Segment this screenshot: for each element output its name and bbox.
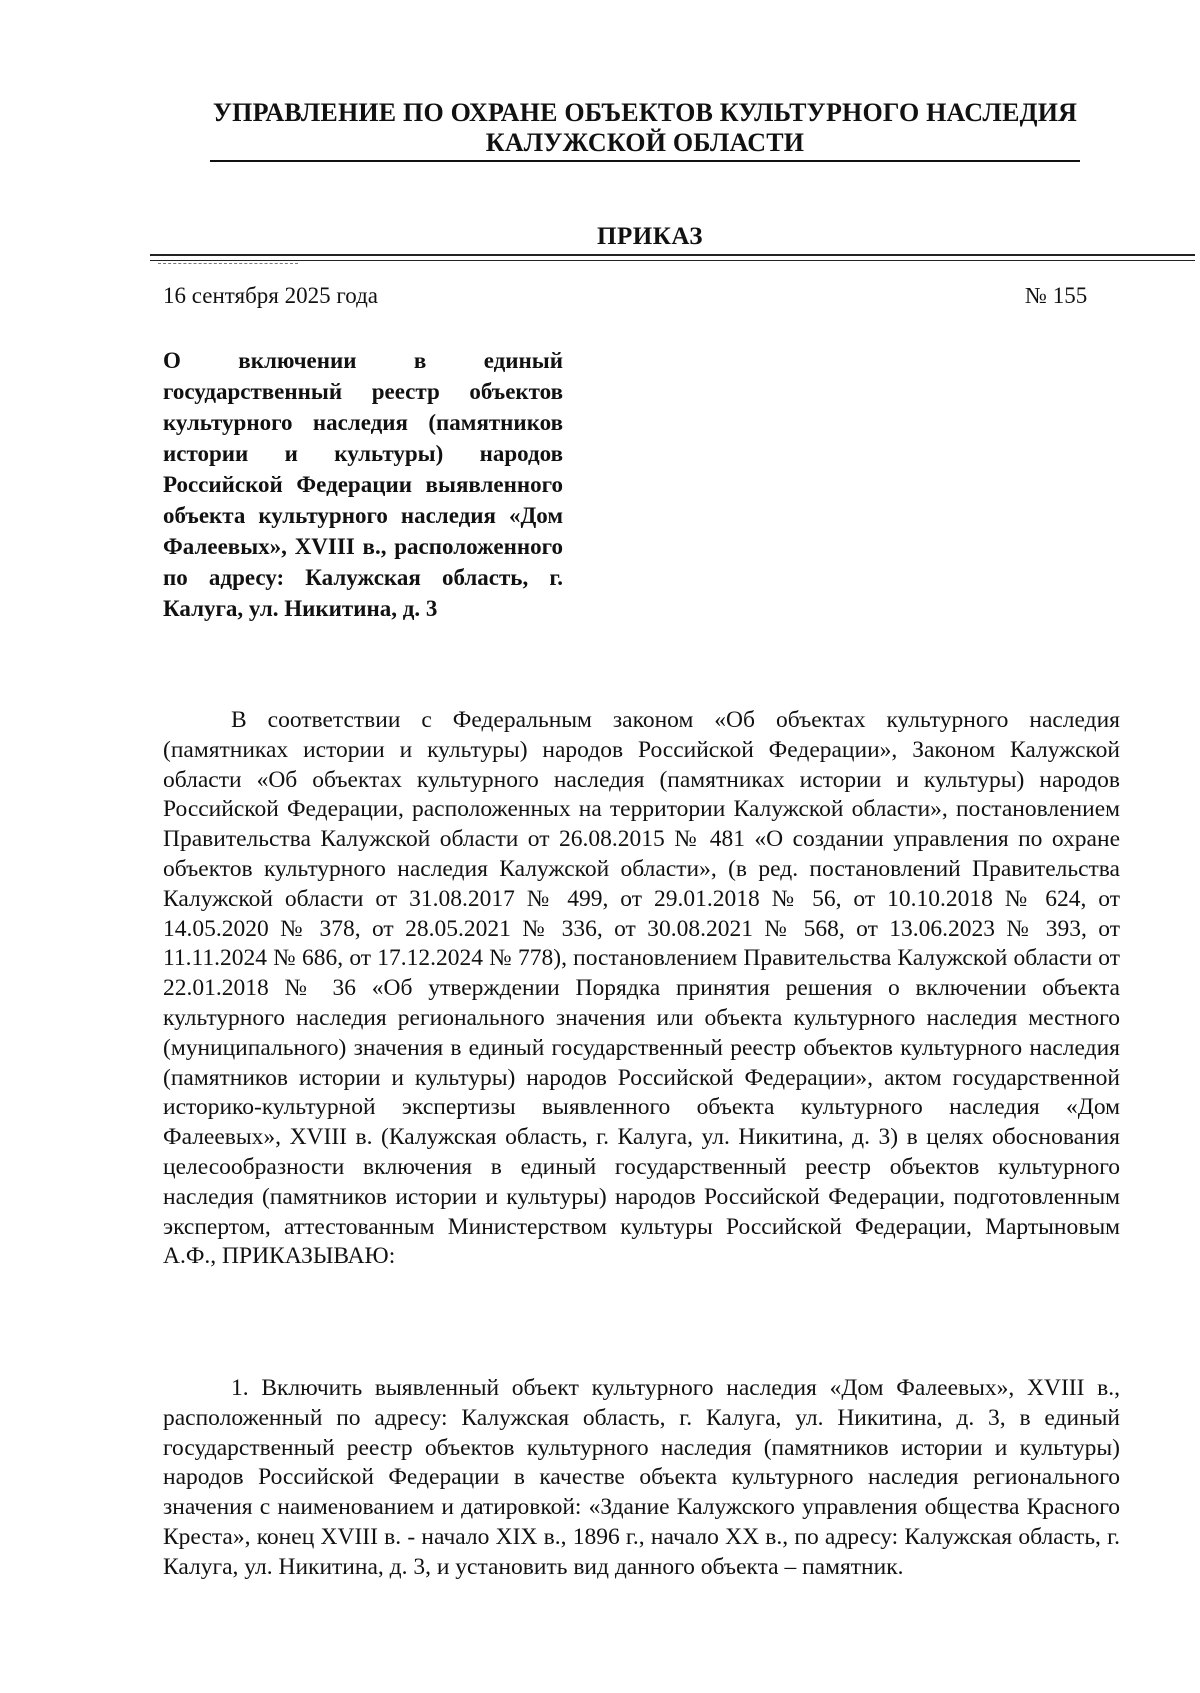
body-paragraph-preamble: В соответствии с Федеральным законом «Об объектах культурного наследия (памятниках истории и культуры) народов Российской Федерации», Законом Калужской области «Об объектах культурного наследия (памятниках истории и культуры) народов Российской Федерации, расположенных на территории Калужской области», постановлением Правительства Калужской области от 26.08.2015 № 481 «О создании управления по охране объектов культурного наследия Калужской области», (в ред. постановлений Правительства Калужской области от 31.08.2017 № 499, от 29.01.2018 № 56, от 10.10.2018 № 624, от 14.05.2020 № 378, от 28.05.2021 № 336, от 30.08.2021 № 568, от 13.06.2023 № 393, от 11.11.2024 № 686, от 17.12.2024 № 778), постановлением Правительства Калужской области от 22.01.2018 № 36 «Об утверждении Порядка принятия решения о включении объекта культурного наследия регионального значения или объекта культурного наследия местного (муниципального) значения в единый государственный реестр объектов культурного наследия (памятников истории и культуры) народов Российской Федерации», актом государственной историко-культурной экспертизы выявленного объекта культурного наследия «Дом Фалеевых», XVIII в. (Калужская область, г. Калуга, ул. Никитина, д. 3) в целях обоснования целесообразности включения в единый государственный реестр объектов культурного наследия (памятников истории и культуры) народов Российской Федерации, подготовленным экспертом, аттестованным Министерством культуры Российской Федерации, Мартыновым А.Ф., ПРИКАЗЫВАЮ: (163, 707, 1120, 1270)
title-rule-top (150, 254, 1195, 256)
document-date: 16 сентября 2025 года (163, 283, 378, 308)
document-type-title: ПРИКАЗ (597, 223, 703, 250)
header-underline (210, 160, 1080, 162)
title-rule-dash (158, 263, 298, 264)
title-rule-bottom (150, 260, 1195, 261)
body-paragraph-item-1: 1. Включить выявленный объект культурного наследия «Дом Фалеевых», XVIII в., расположенный по адресу: Калужская область, г. Калуга, ул. Никитина, д. 3, в единый государственный реестр объектов культурного наследия (памятников истории и культуры) народов Российской Федерации в качестве объекта культурного наследия регионального значения с наименованием и датировкой: «Здание Калужского управления общества Красного Креста», конец XVIII в. - начало XIX в., 1896 г., начало XX в., по адресу: Калужская область, г. Калуга, ул. Никитина, д. 3, и установить вид данного объекта – памятник. (163, 1375, 1120, 1580)
organization-name-line1: УПРАВЛЕНИЕ ПО ОХРАНЕ ОБЪЕКТОВ КУЛЬТУРНОГО НАСЛЕДИЯ (212, 98, 1078, 127)
organization-name-line2: КАЛУЖСКОЙ ОБЛАСТИ (485, 128, 805, 157)
document-subject: О включении в единый государственный реестр объектов культурного наследия (памятников истории и культуры) народов Российской Федерации выявленного объекта культурного наследия «Дом Фалеевых», XVIII в., расположенного по адресу: Калужская область, г. Калуга, ул. Никитина, д. 3 (163, 348, 563, 621)
document-number: № 155 (1025, 283, 1088, 308)
